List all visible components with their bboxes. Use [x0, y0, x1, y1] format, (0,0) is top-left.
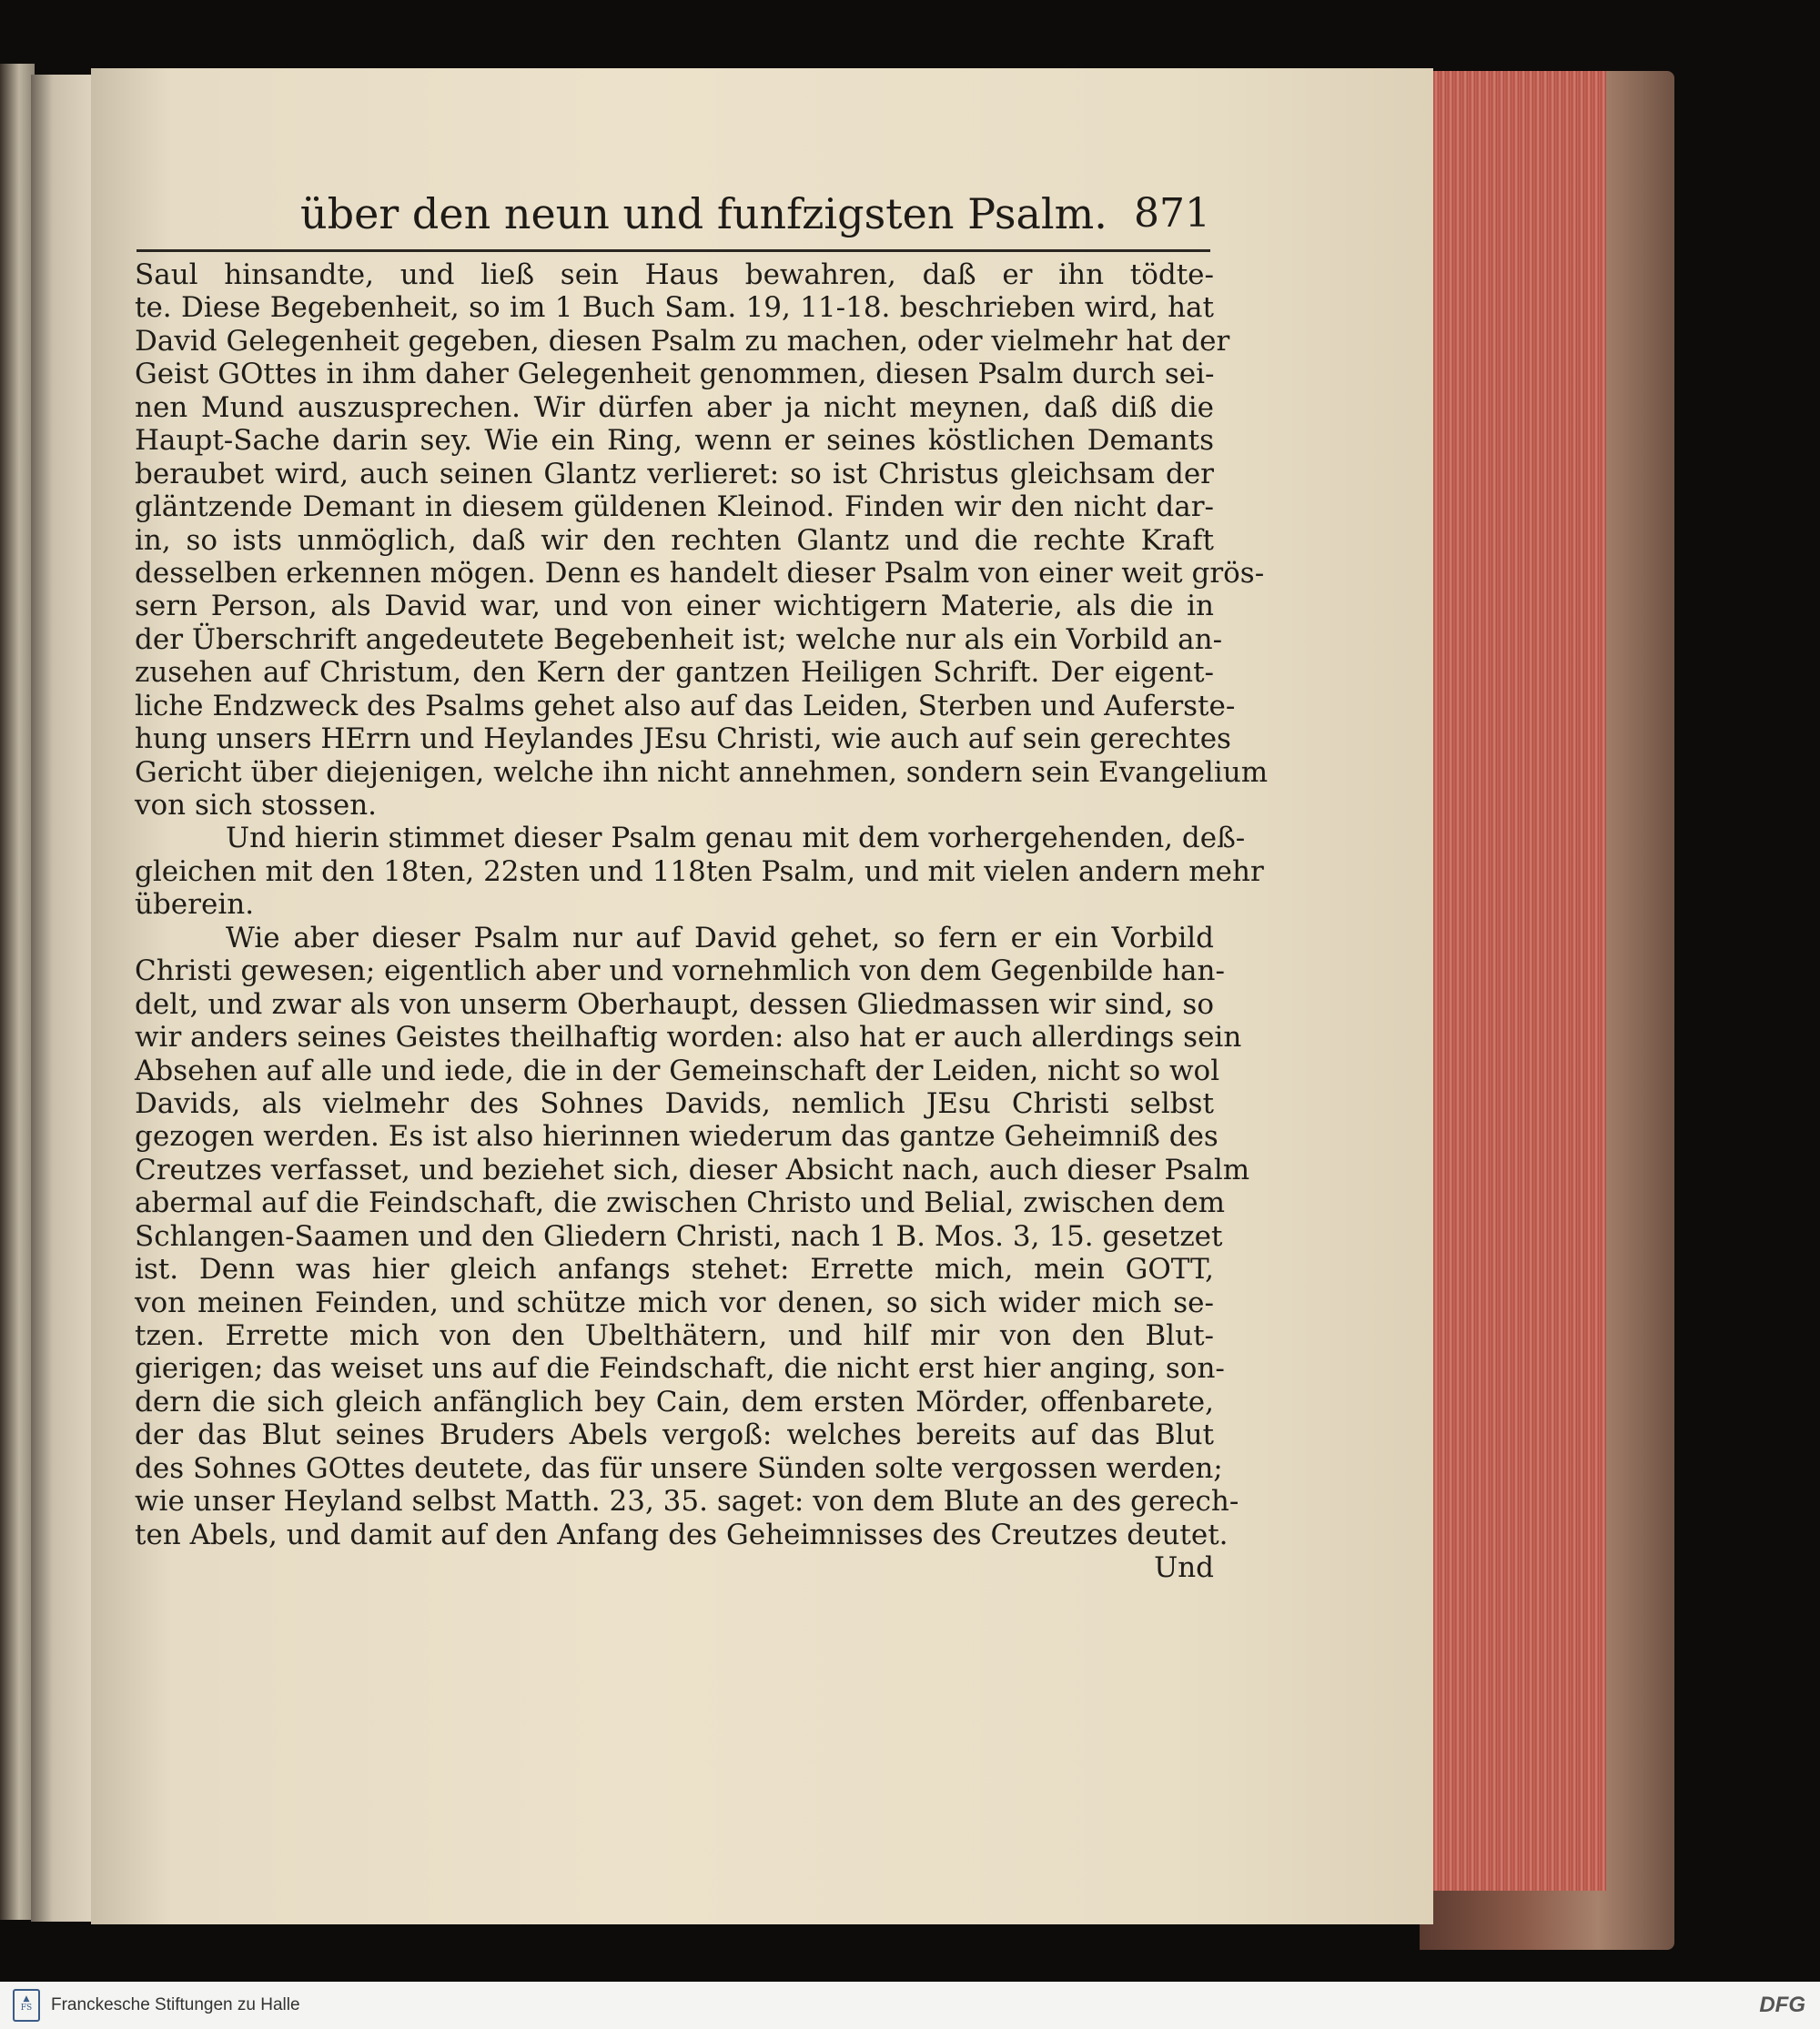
text-line: beraubet wird, auch seinen Glantz verlieret: so ist Christus gleichsam der [135, 457, 1214, 490]
catchword: Und [1154, 1551, 1214, 1585]
text-line: gleichen mit den 18ten, 22sten und 118ten Psalm, und mit vielen andern mehr [135, 854, 1264, 888]
header-rule [136, 249, 1210, 252]
text-line: gierigen; das weiset uns auf die Feindschaft, die nicht erst hier anging, son- [135, 1352, 1225, 1386]
text-line: der das Blut seines Bruders Abels vergoß: welches bereits auf das Blut [135, 1418, 1214, 1452]
text-line: tzen. Errette mich von den Ubelthätern, und hilf mir von den Blut- [135, 1319, 1214, 1352]
text-line: Creutzes verfasset, und beziehet sich, dieser Absicht nach, auch dieser Psalm [135, 1153, 1250, 1186]
text-line: desselben erkennen mögen. Denn es handelt dieser Psalm von einer weit grös- [135, 556, 1265, 590]
body-text [135, 258, 1269, 1585]
text-line: hung unsers HErrn und Heylandes JEsu Christi, wie auch auf sein gerechtes [135, 722, 1231, 756]
text-line: von meinen Feinden, und schütze mich vor denen, so sich wider mich se- [135, 1286, 1214, 1319]
text-line: wir anders seines Geistes theilhaftig worden: also hat er auch allerdings sein [135, 1021, 1242, 1055]
text-line: Davids, als vielmehr des Sohnes Davids, nemlich JEsu Christi selbst [135, 1086, 1214, 1120]
running-head: über den neun und funfzigsten Psalm. [300, 189, 1107, 238]
text-line: Wie aber dieser Psalm nur auf David gehet, so fern er ein Vorbild [226, 921, 1214, 954]
text-line: überein. [135, 888, 255, 922]
institution-logo: ▲ FS [13, 1989, 40, 2022]
text-line: sern Person, als David war, und von einer wichtigern Materie, als die in [135, 590, 1214, 623]
text-line: te. Diese Begebenheit, so im 1 Buch Sam. 19, 11-18. beschrieben wird, hat [135, 291, 1214, 325]
text-line: abermal auf die Feindschaft, die zwischen Christo und Belial, zwischen dem [135, 1186, 1226, 1220]
text-line: Christi gewesen; eigentlich aber und vornehmlich von dem Gegenbilde han- [135, 954, 1225, 988]
text-line: in, so ists unmöglich, daß wir den rechten Glantz und die rechte Kraft [135, 523, 1214, 557]
text-line: delt, und zwar als von unserm Oberhaupt, dessen Gliedmassen wir sind, so [135, 987, 1214, 1021]
text-line: nen Mund auszusprechen. Wir dürfen aber ja nicht meynen, daß diß die [135, 390, 1214, 424]
text-line: Schlangen-Saamen und den Gliedern Christi, nach 1 B. Mos. 3, 15. gesetzet [135, 1219, 1223, 1253]
text-line: Und hierin stimmet dieser Psalm genau mit dem vorhergehenden, deß- [226, 822, 1246, 855]
text-line: gezogen werden. Es ist also hierinnen wiederum das gantze Geheimniß des [135, 1120, 1218, 1154]
text-line: Geist GOttes in ihm daher Gelegenheit genommen, diesen Psalm durch sei- [135, 358, 1215, 391]
text-line: liche Endzweck des Psalms gehet also auf das Leiden, Sterben und Auferste- [135, 689, 1236, 722]
text-line: ist. Denn was hier gleich anfangs stehet: Errette mich, mein GOTT, [135, 1253, 1214, 1287]
dfg-logo: DFG [1759, 1993, 1805, 2017]
text-line: zusehen auf Christum, den Kern der gantzen Heiligen Schrift. Der eigent- [135, 656, 1214, 690]
text-line: dern die sich gleich anfänglich bey Cain, dem ersten Mörder, offenbarete, [135, 1385, 1214, 1418]
text-line: des Sohnes GOttes deutete, das für unsere Sünden solte vergossen werden; [135, 1451, 1223, 1485]
text-line: David Gelegenheit gegeben, diesen Psalm zu machen, oder vielmehr hat der [135, 324, 1230, 358]
text-line: von sich stossen. [135, 789, 378, 822]
text-line: wie unser Heyland selbst Matth. 23, 35. saget: von dem Blute an des gerech- [135, 1485, 1239, 1519]
institution-name: Franckesche Stiftungen zu Halle [51, 1995, 300, 2014]
text-line: gläntzende Demant in diesem güldenen Kleinod. Finden wir den nicht dar- [135, 490, 1214, 524]
text-line: Haupt-Sache darin sey. Wie ein Ring, wenn er seines köstlichen Demants [135, 424, 1214, 458]
text-line: Absehen auf alle und iede, die in der Gemeinschaft der Leiden, nicht so wol [135, 1054, 1220, 1087]
red-page-edges [1424, 71, 1606, 1891]
viewer-footer [0, 1982, 1820, 2029]
page-number: 871 [1134, 190, 1210, 237]
text-line: der Überschrift angedeutete Begebenheit ist; welche nur als ein Vorbild an- [135, 622, 1223, 656]
page-header [209, 187, 1210, 241]
text-line: Gericht über diejenigen, welche ihn nicht annehmen, sondern sein Evangelium [135, 755, 1269, 789]
text-line: Saul hinsandte, und ließ sein Haus bewahren, daß er ihn tödte- [135, 258, 1214, 291]
previous-page-edge [0, 64, 35, 1920]
text-line: ten Abels, und damit auf den Anfang des Geheimnisses des Creutzes deutet. [135, 1518, 1228, 1551]
